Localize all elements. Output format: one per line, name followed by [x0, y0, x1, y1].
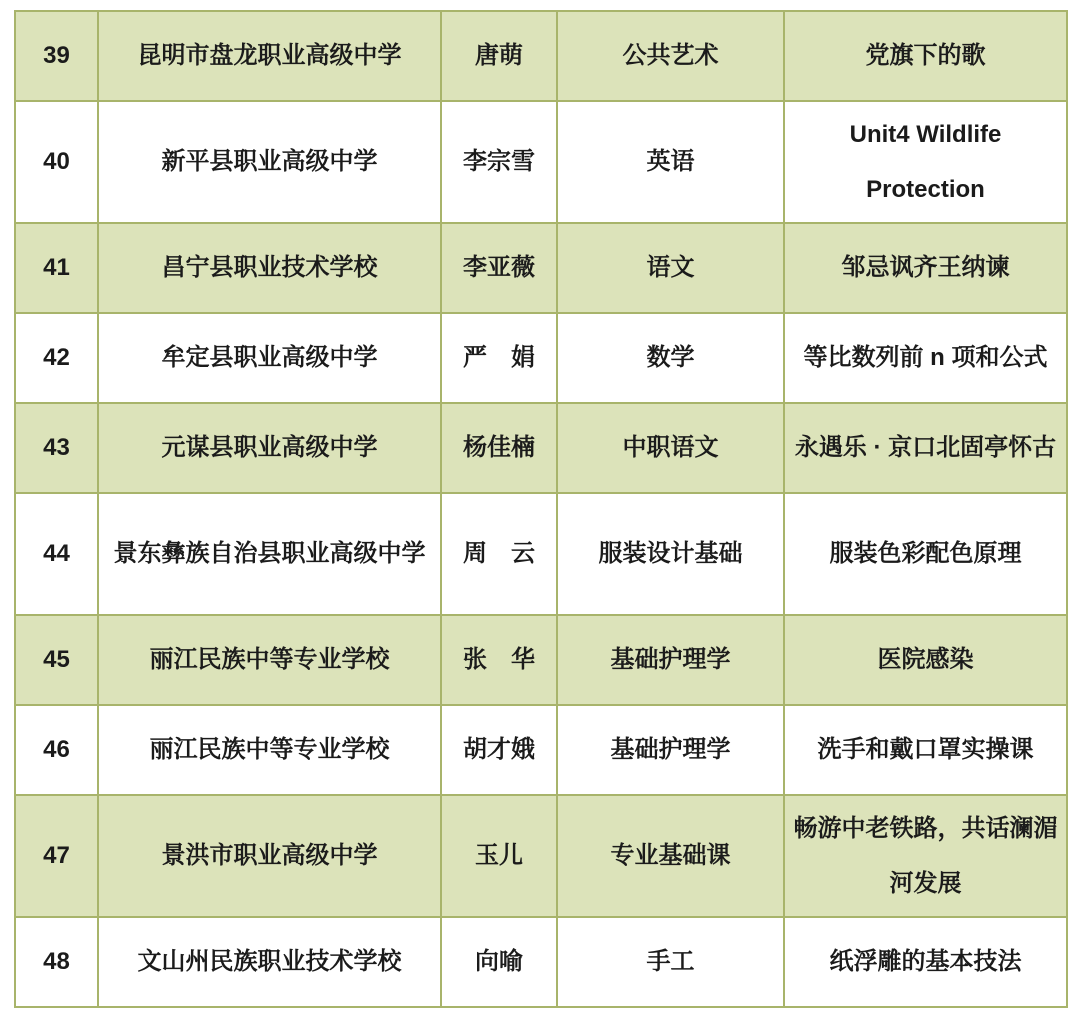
cell-teacher-name: 李亚薇	[441, 223, 557, 313]
table-row	[15, 223, 1067, 313]
cell-teacher-name: 张 华	[441, 615, 557, 705]
cell-subject: 语文	[557, 223, 784, 313]
cell-row-number: 41	[15, 223, 98, 313]
table-row	[15, 615, 1067, 705]
cell-row-number: 46	[15, 705, 98, 795]
cell-row-number: 43	[15, 403, 98, 493]
cell-lesson-title: 医院感染	[784, 615, 1067, 705]
cell-lesson-title: 服装色彩配色原理	[784, 493, 1067, 615]
cell-subject: 基础护理学	[557, 615, 784, 705]
cell-lesson-title: 纸浮雕的基本技法	[784, 917, 1067, 1007]
cell-school-name: 景洪市职业高级中学	[98, 795, 441, 917]
table-row	[15, 101, 1067, 223]
cell-teacher-name: 胡才娥	[441, 705, 557, 795]
cell-lesson-title: 等比数列前 n 项和公式	[784, 313, 1067, 403]
cell-teacher-name: 唐萌	[441, 11, 557, 101]
cell-school-name: 丽江民族中等专业学校	[98, 705, 441, 795]
cell-lesson-title: 邹忌讽齐王纳谏	[784, 223, 1067, 313]
cell-row-number: 44	[15, 493, 98, 615]
cell-teacher-name: 严 娟	[441, 313, 557, 403]
cell-lesson-title: Unit4 Wildlife Protection	[784, 101, 1067, 223]
cell-row-number: 48	[15, 917, 98, 1007]
cell-subject: 手工	[557, 917, 784, 1007]
cell-school-name: 丽江民族中等专业学校	[98, 615, 441, 705]
cell-school-name: 景东彝族自治县职业高级中学	[98, 493, 441, 615]
cell-lesson-title: 畅游中老铁路，共话澜湄河发展	[784, 795, 1067, 917]
table-row	[15, 493, 1067, 615]
cell-school-name: 牟定县职业高级中学	[98, 313, 441, 403]
cell-row-number: 42	[15, 313, 98, 403]
cell-teacher-name: 向喻	[441, 917, 557, 1007]
table-row	[15, 313, 1067, 403]
cell-school-name: 昌宁县职业技术学校	[98, 223, 441, 313]
cell-subject: 英语	[557, 101, 784, 223]
cell-school-name: 元谋县职业高级中学	[98, 403, 441, 493]
cell-subject: 公共艺术	[557, 11, 784, 101]
cell-row-number: 40	[15, 101, 98, 223]
cell-row-number: 45	[15, 615, 98, 705]
cell-row-number: 39	[15, 11, 98, 101]
cell-teacher-name: 周 云	[441, 493, 557, 615]
cell-school-name: 昆明市盘龙职业高级中学	[98, 11, 441, 101]
table-row	[15, 403, 1067, 493]
cell-teacher-name: 李宗雪	[441, 101, 557, 223]
cell-subject: 专业基础课	[557, 795, 784, 917]
cell-subject: 基础护理学	[557, 705, 784, 795]
cell-subject: 数学	[557, 313, 784, 403]
cell-teacher-name: 杨佳楠	[441, 403, 557, 493]
cell-row-number: 47	[15, 795, 98, 917]
cell-subject: 服装设计基础	[557, 493, 784, 615]
cell-subject: 中职语文	[557, 403, 784, 493]
cell-lesson-title: 洗手和戴口罩实操课	[784, 705, 1067, 795]
cell-teacher-name: 玉儿	[441, 795, 557, 917]
cell-school-name: 文山州民族职业技术学校	[98, 917, 441, 1007]
teachers-award-table	[14, 10, 1068, 1008]
cell-school-name: 新平县职业高级中学	[98, 101, 441, 223]
cell-lesson-title: 永遇乐 · 京口北固亭怀古	[784, 403, 1067, 493]
table-row	[15, 11, 1067, 101]
teachers-award-table-wrap	[14, 10, 1068, 1008]
table-row	[15, 705, 1067, 795]
table-row	[15, 917, 1067, 1007]
table-row	[15, 795, 1067, 917]
cell-lesson-title: 党旗下的歌	[784, 11, 1067, 101]
